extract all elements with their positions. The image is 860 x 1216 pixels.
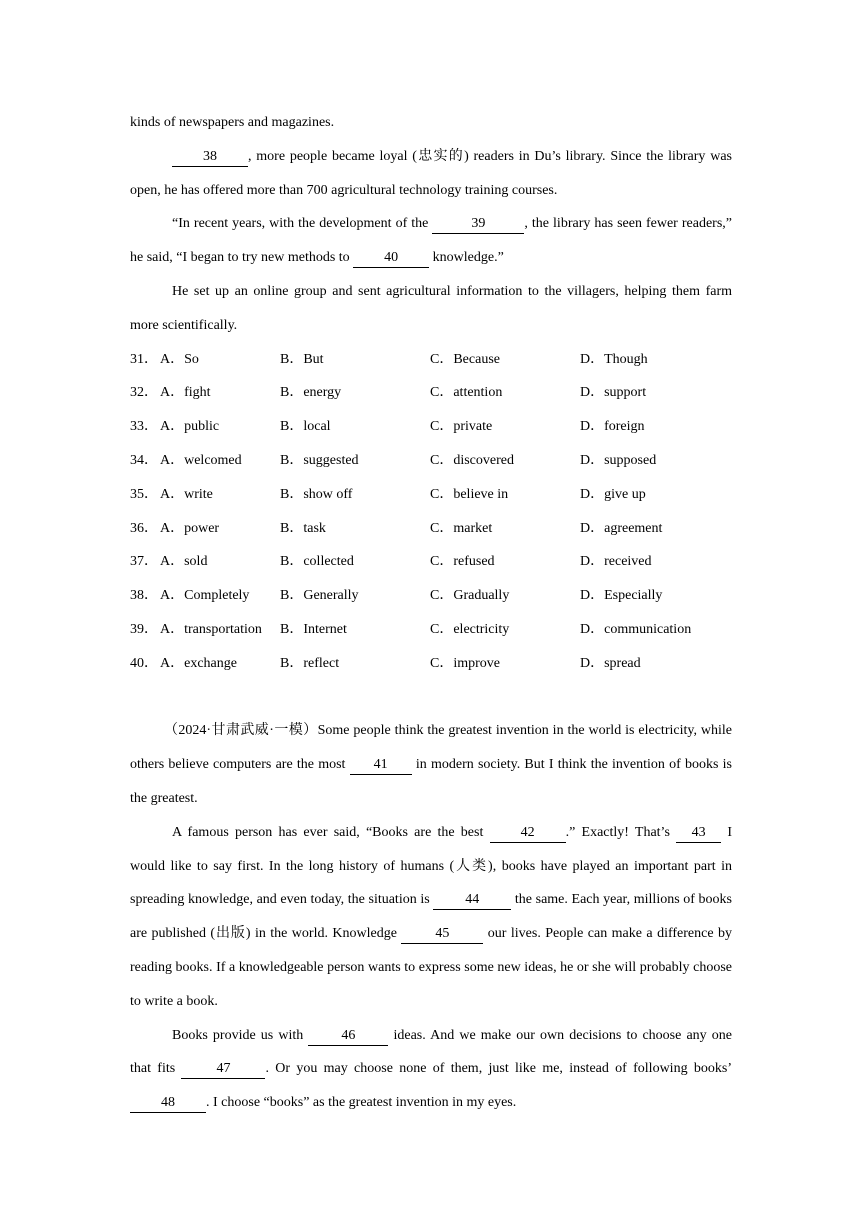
- option-number: 34．: [130, 452, 158, 468]
- option-b: B．Internet: [280, 621, 347, 637]
- option-d: D．give up: [580, 486, 646, 502]
- option-d: D．Though: [580, 351, 648, 367]
- option-c: C．discovered: [430, 452, 514, 468]
- blank-48: 48: [130, 1094, 206, 1113]
- option-d: D．supposed: [580, 452, 657, 468]
- blank-47: 47: [181, 1060, 265, 1079]
- paragraph-online: He set up an online group and sent agricultural information to the villagers, helping them farm more scientifically.: [130, 283, 732, 333]
- option-b: B．Generally: [280, 588, 359, 604]
- paragraph-text: . Or you may choose none of them, just like me, instead of following books’: [265, 1061, 732, 1077]
- option-number: 39．: [130, 621, 158, 637]
- option-row: [130, 512, 732, 546]
- section-gap: [130, 681, 732, 715]
- option-row: [130, 647, 732, 681]
- blank-45: 45: [401, 925, 483, 944]
- option-number: 35．: [130, 486, 158, 502]
- blank-46: 46: [308, 1027, 388, 1046]
- option-d: D．spread: [580, 655, 641, 671]
- paragraph-text: , the library has seen fewer readers,” he said, “I began to try new methods to: [130, 216, 732, 266]
- paragraph-39: [130, 207, 732, 275]
- option-d: D．received: [580, 554, 652, 570]
- option-number: 40．: [130, 655, 158, 671]
- paragraph-text: A famous person has ever said, “Books are the best: [172, 824, 490, 840]
- paragraph-text: “In recent years, with the development of the: [172, 216, 433, 232]
- option-c: C．attention: [430, 385, 503, 401]
- option-a: A．fight: [160, 385, 211, 401]
- paragraph-42: [130, 816, 732, 1019]
- option-row: [130, 343, 732, 377]
- option-b: B．show off: [280, 486, 353, 502]
- option-a: A．write: [160, 486, 213, 502]
- option-c: C．refused: [430, 554, 495, 570]
- paragraph-41: [130, 714, 732, 815]
- option-d: D．Especially: [580, 588, 663, 604]
- paragraph-38: [130, 140, 732, 208]
- paragraph-text: I would like to say first. In the long history of humans (人类), books have played an important part in spreading knowledge, and even today, the situation is: [130, 824, 733, 908]
- option-c: C．private: [430, 419, 493, 435]
- passage-line: kinds of newspapers and magazines.: [130, 115, 335, 130]
- blank-44: 44: [433, 891, 511, 910]
- option-b: B．suggested: [280, 452, 359, 468]
- paragraph-text: Books provide us with: [172, 1027, 309, 1043]
- blank-42: 42: [490, 824, 566, 843]
- blank-39: 39: [432, 215, 524, 234]
- blank-41: 41: [350, 756, 412, 775]
- option-row: [130, 444, 732, 478]
- option-row: [130, 579, 732, 613]
- option-c: C．market: [430, 520, 493, 536]
- option-c: C．Gradually: [430, 588, 510, 604]
- option-a: A．transportation: [160, 621, 262, 637]
- options-list: [130, 343, 732, 681]
- paragraph-text: Some people think the greatest invention in the world is electricity, while others believe computers are the most: [130, 723, 732, 773]
- option-number: 36．: [130, 520, 158, 536]
- option-d: D．agreement: [580, 520, 663, 536]
- option-b: B．But: [280, 351, 324, 367]
- paragraph-text: knowledge.”: [429, 250, 504, 266]
- option-d: D．support: [580, 385, 647, 401]
- document-page: [130, 106, 732, 1120]
- paragraph-text: ideas. And we make our own decisions to choose any one that fits: [130, 1027, 732, 1077]
- paragraph-text: .” Exactly! That’s: [565, 824, 677, 840]
- option-number: 33．: [130, 419, 158, 435]
- blank-38: 38: [172, 148, 248, 167]
- blank-43: 43: [676, 824, 721, 843]
- option-a: A．power: [160, 520, 220, 536]
- blank-40: 40: [353, 249, 429, 268]
- option-b: B．task: [280, 520, 326, 536]
- option-row: [130, 613, 732, 647]
- option-a: A．exchange: [160, 655, 237, 671]
- option-number: 32．: [130, 385, 158, 401]
- option-b: B．energy: [280, 385, 342, 401]
- paragraph-text: in modern society. But I think the invention of books is the greatest.: [130, 757, 732, 806]
- option-row: [130, 376, 732, 410]
- option-c: C．Because: [430, 351, 500, 367]
- paragraph-text: the same. Each year, millions of books are published (出版) in the world. Knowledge: [130, 892, 732, 942]
- option-c: C．improve: [430, 655, 500, 671]
- option-b: B．local: [280, 419, 331, 435]
- option-number: 38．: [130, 588, 158, 604]
- source-label: （2024·甘肃武威·一模）: [164, 723, 318, 739]
- option-a: A．public: [160, 419, 220, 435]
- option-row: [130, 410, 732, 444]
- paragraph-text: . I choose “books” as the greatest invention in my eyes.: [206, 1095, 517, 1111]
- option-a: A．So: [160, 351, 199, 367]
- option-c: C．believe in: [430, 486, 509, 502]
- option-b: B．collected: [280, 554, 354, 570]
- option-d: D．communication: [580, 621, 692, 637]
- option-a: A．sold: [160, 554, 208, 570]
- option-b: B．reflect: [280, 655, 340, 671]
- option-c: C．electricity: [430, 621, 510, 637]
- option-a: A．Completely: [160, 588, 250, 604]
- paragraph-text: , more people became loyal (忠实的) readers in Du’s library. Since the library was open, he has offered more than 700 agricultural technology training courses.: [130, 148, 732, 198]
- paragraph-text: our lives. People can make a difference by reading books. If a knowledgeable person wants to express some new ideas, he or she will probably choose to write a book.: [130, 926, 732, 1009]
- option-row: [130, 478, 732, 512]
- option-number: 37．: [130, 554, 158, 570]
- option-row: [130, 545, 732, 579]
- option-a: A．welcomed: [160, 452, 242, 468]
- paragraph-46: [130, 1019, 732, 1120]
- option-d: D．foreign: [580, 419, 645, 435]
- option-number: 31．: [130, 351, 158, 367]
